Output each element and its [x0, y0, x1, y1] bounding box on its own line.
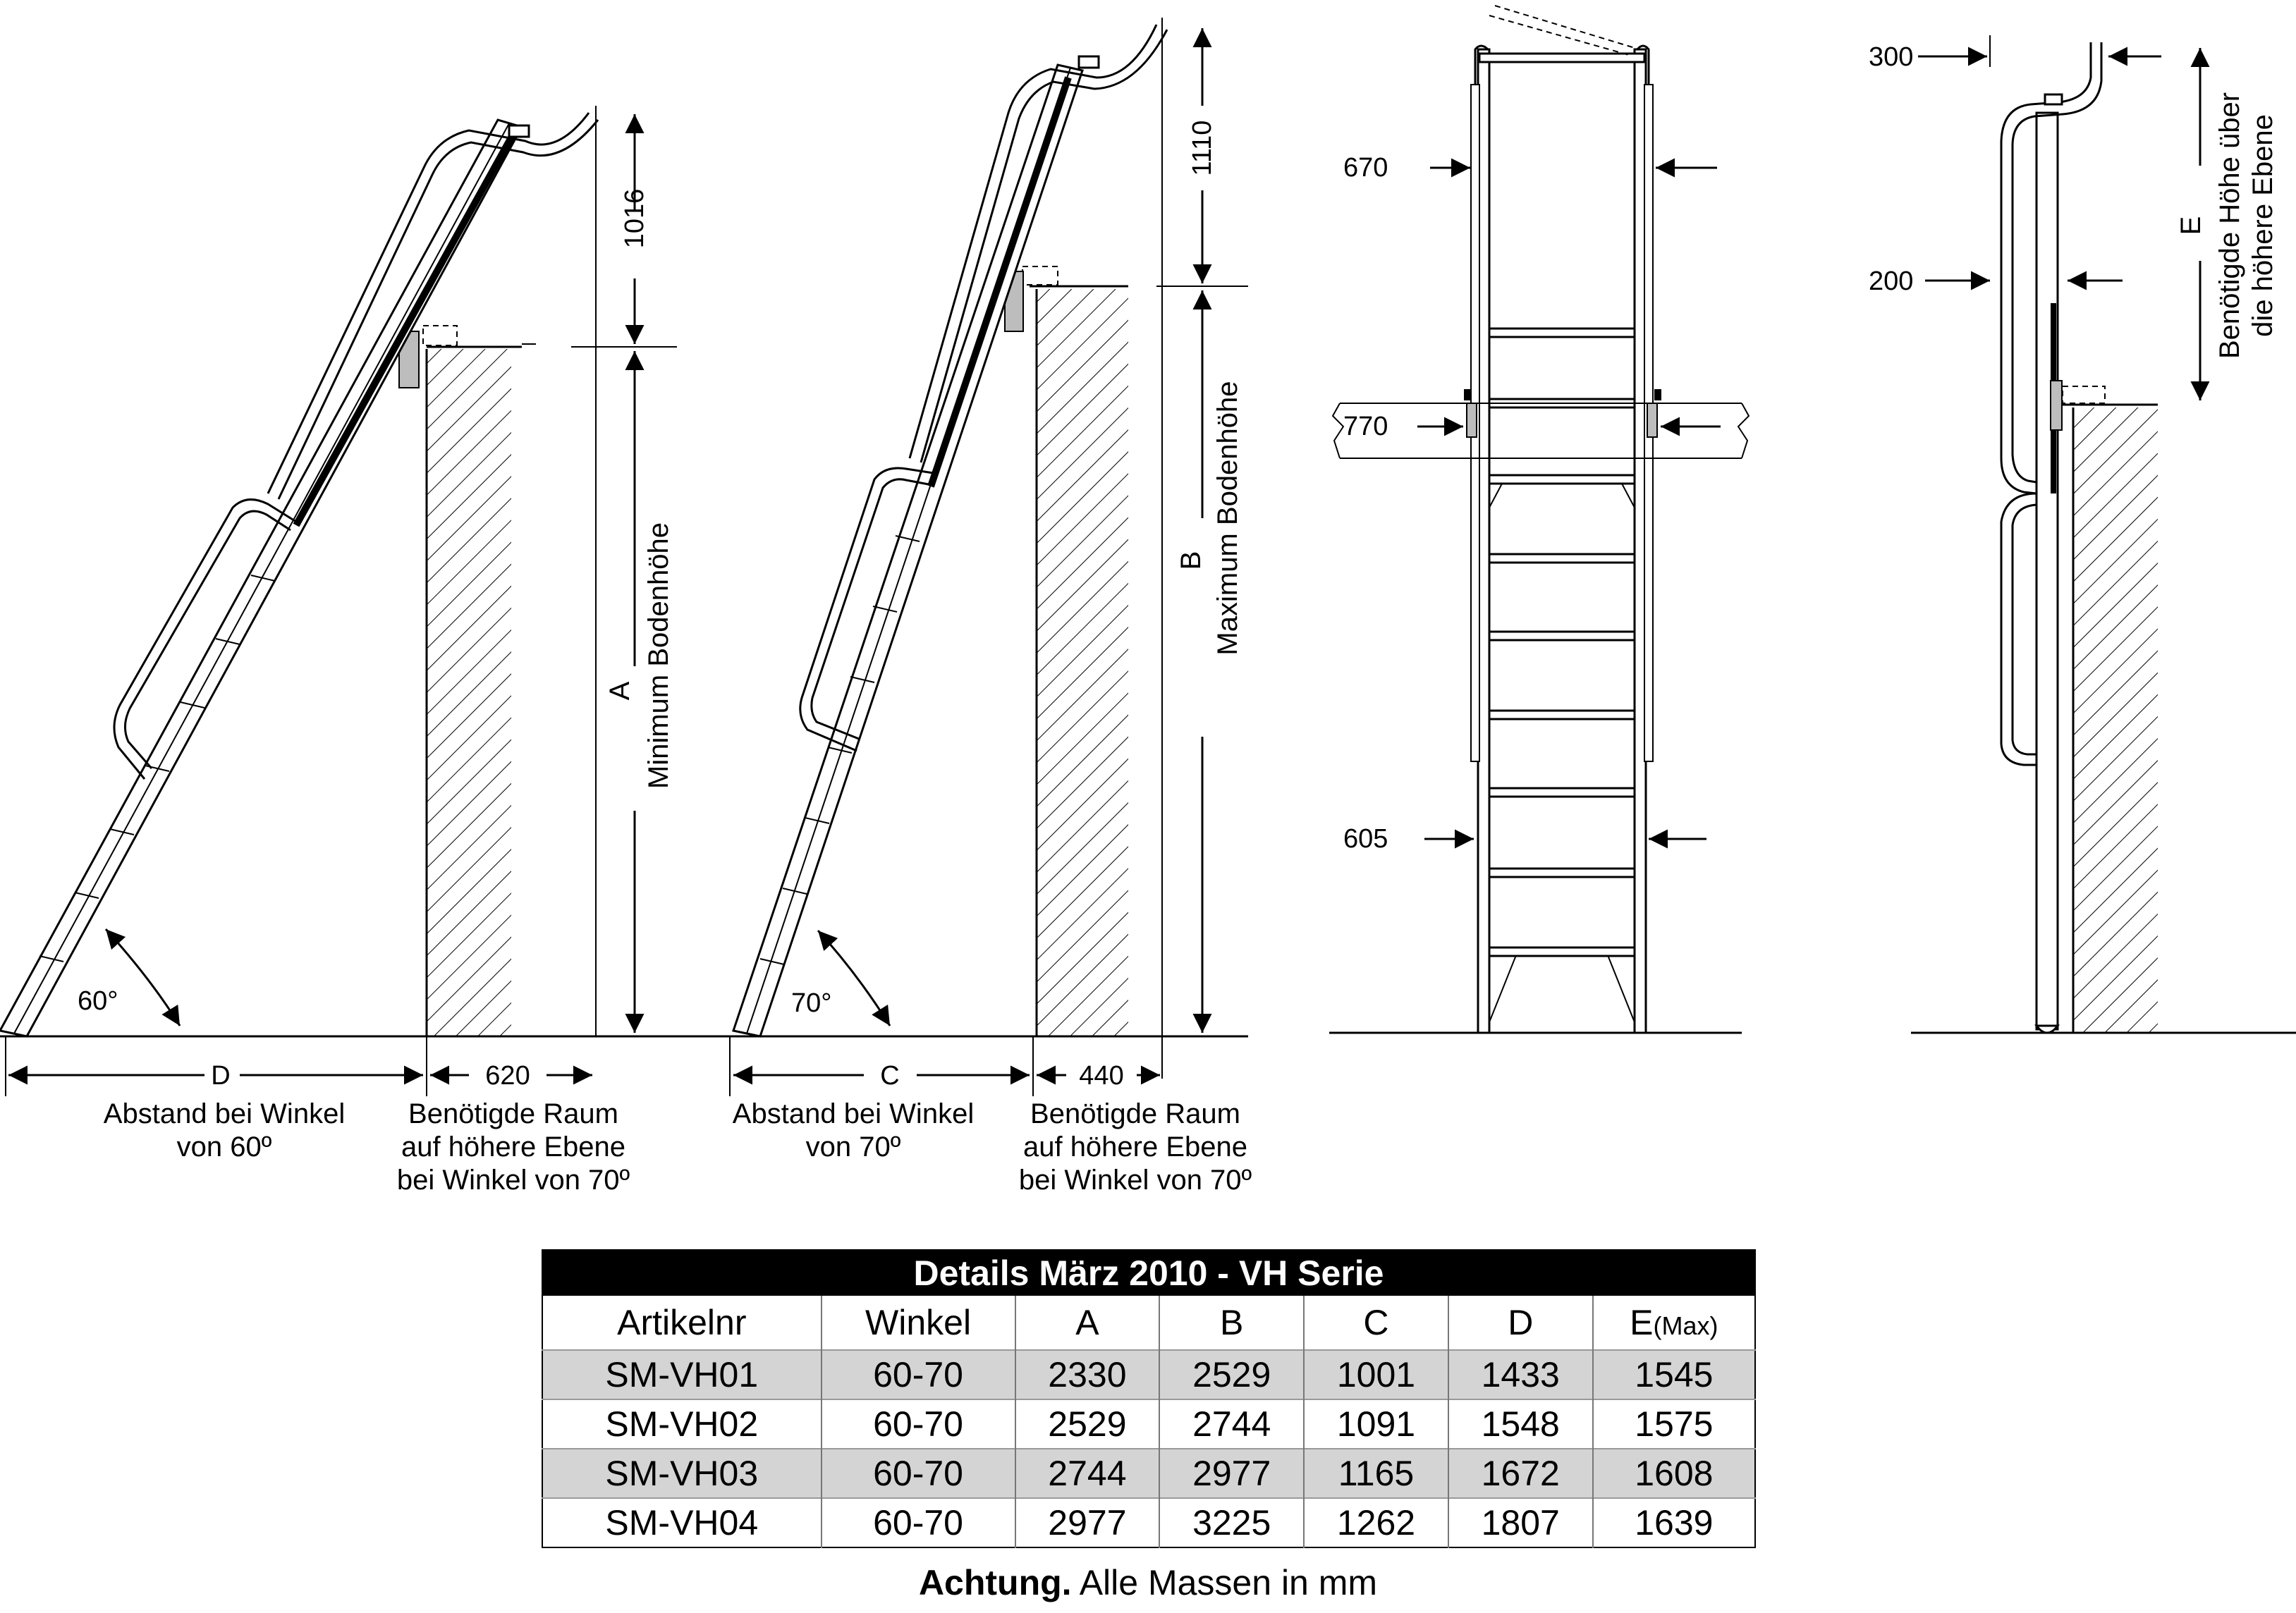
- header-c: C: [1304, 1296, 1448, 1350]
- cell-artikelnr: SM-VH02: [542, 1399, 822, 1449]
- label-a-text: Minimum Bodenhöhe: [643, 522, 674, 789]
- wall-hatch: [2073, 407, 2158, 1033]
- cell-artikelnr: SM-VH01: [542, 1350, 822, 1399]
- spec-table: [542, 1249, 1756, 1548]
- table-row: [542, 1498, 1755, 1547]
- cell-b: 3225: [1159, 1498, 1304, 1547]
- cell-e: 1575: [1593, 1399, 1755, 1449]
- dim-440: 440: [1079, 1061, 1124, 1091]
- cell-winkel: 60-70: [822, 1449, 1015, 1498]
- dim-1110: 1110: [1187, 120, 1217, 176]
- header-artikelnr: Artikelnr: [617, 1303, 747, 1342]
- dim-200: 200: [1869, 266, 1914, 296]
- cell-a: 2744: [1015, 1449, 1160, 1498]
- rail-cap: [1079, 56, 1099, 68]
- dim-d: D: [211, 1061, 231, 1091]
- lower-handrail: [2001, 493, 2037, 765]
- label-e-line2: die höhere Ebene: [2247, 114, 2278, 337]
- cell-a: 2330: [1015, 1350, 1160, 1399]
- caption-space-line3: bei Winkel von 70º: [1018, 1165, 1252, 1196]
- angle-60-label: 60°: [78, 986, 118, 1016]
- caption-c-line1: Abstand bei Winkel: [732, 1098, 975, 1129]
- caption-d-line2: von 60º: [176, 1131, 272, 1163]
- cell-e: 1639: [1593, 1498, 1755, 1547]
- side-view-70deg: [730, 18, 1252, 1196]
- header-a: A: [1015, 1296, 1160, 1350]
- table-row: [542, 1449, 1755, 1498]
- angle-70-label: 70°: [791, 988, 832, 1018]
- cell-e: 1608: [1593, 1449, 1755, 1498]
- side-view-vertical: [1869, 35, 2296, 1033]
- cell-d: 1548: [1448, 1399, 1593, 1449]
- dim-1016: 1016: [620, 188, 649, 249]
- caption-space-line2: auf höhere Ebene: [401, 1131, 626, 1163]
- cell-c: 1091: [1304, 1399, 1448, 1449]
- header-winkel: Winkel: [822, 1296, 1015, 1350]
- footnote-text: Alle Massen in mm: [1071, 1563, 1378, 1602]
- cell-winkel: 60-70: [822, 1498, 1015, 1547]
- cell-artikelnr: SM-VH03: [542, 1449, 822, 1498]
- label-e-letter: E: [2175, 216, 2206, 235]
- cell-a: 2529: [1015, 1399, 1160, 1449]
- footnote: [0, 1562, 2296, 1603]
- header-e: [1593, 1296, 1755, 1350]
- cell-c: 1262: [1304, 1498, 1448, 1547]
- caption-space-line1: Benötigde Raum: [1030, 1098, 1240, 1129]
- caption-space-line2: auf höhere Ebene: [1022, 1131, 1248, 1163]
- caption-space-line1: Benötigde Raum: [408, 1098, 618, 1129]
- header-d: D: [1448, 1296, 1593, 1350]
- caption-space-line3: bei Winkel von 70º: [396, 1165, 630, 1196]
- footnote-bold: Achtung.: [918, 1563, 1072, 1602]
- cell-winkel: 60-70: [822, 1350, 1015, 1399]
- stringer: [2037, 113, 2058, 1029]
- cell-d: 1433: [1448, 1350, 1593, 1399]
- cell-c: 1001: [1304, 1350, 1448, 1399]
- rungs: [1489, 329, 1635, 956]
- cell-d: 1672: [1448, 1449, 1593, 1498]
- rail-cap: [509, 125, 529, 137]
- caption-c-line2: von 70º: [805, 1131, 901, 1163]
- table-title: Details März 2010 - VH Serie: [542, 1250, 1755, 1296]
- header-b: B: [1159, 1296, 1304, 1350]
- dim-c: C: [880, 1061, 900, 1091]
- caption-d-line1: Abstand bei Winkel: [103, 1098, 346, 1129]
- cell-a: 2977: [1015, 1498, 1160, 1547]
- label-b-text: Maximum Bodenhöhe: [1212, 381, 1243, 656]
- cell-artikelnr: SM-VH04: [542, 1498, 822, 1547]
- dim-620: 620: [485, 1061, 530, 1091]
- dim-670: 670: [1343, 153, 1388, 183]
- cell-b: 2744: [1159, 1399, 1304, 1449]
- cell-b: 2977: [1159, 1449, 1304, 1498]
- rail-cap: [2045, 94, 2062, 104]
- label-b-letter: B: [1176, 551, 1207, 570]
- cell-e: 1545: [1593, 1350, 1755, 1399]
- table-row: [542, 1399, 1755, 1449]
- header-e-letter: E: [1630, 1303, 1654, 1342]
- table-row: [542, 1350, 1755, 1399]
- top-bar: [1479, 54, 1644, 62]
- cell-d: 1807: [1448, 1498, 1593, 1547]
- label-a-letter: A: [604, 681, 635, 701]
- label-e-line1: Benötigde Höhe über: [2214, 92, 2245, 360]
- dim-300: 300: [1869, 42, 1914, 72]
- cell-c: 1165: [1304, 1449, 1448, 1498]
- cell-winkel: 60-70: [822, 1399, 1015, 1449]
- front-view: [1329, 6, 1749, 1033]
- wall-hatch: [1037, 289, 1128, 1036]
- header-e-sub: (Max): [1653, 1311, 1718, 1340]
- wall-hatch: [427, 349, 511, 1036]
- dim-605: 605: [1343, 824, 1388, 854]
- dim-770: 770: [1343, 412, 1388, 441]
- cell-b: 2529: [1159, 1350, 1304, 1399]
